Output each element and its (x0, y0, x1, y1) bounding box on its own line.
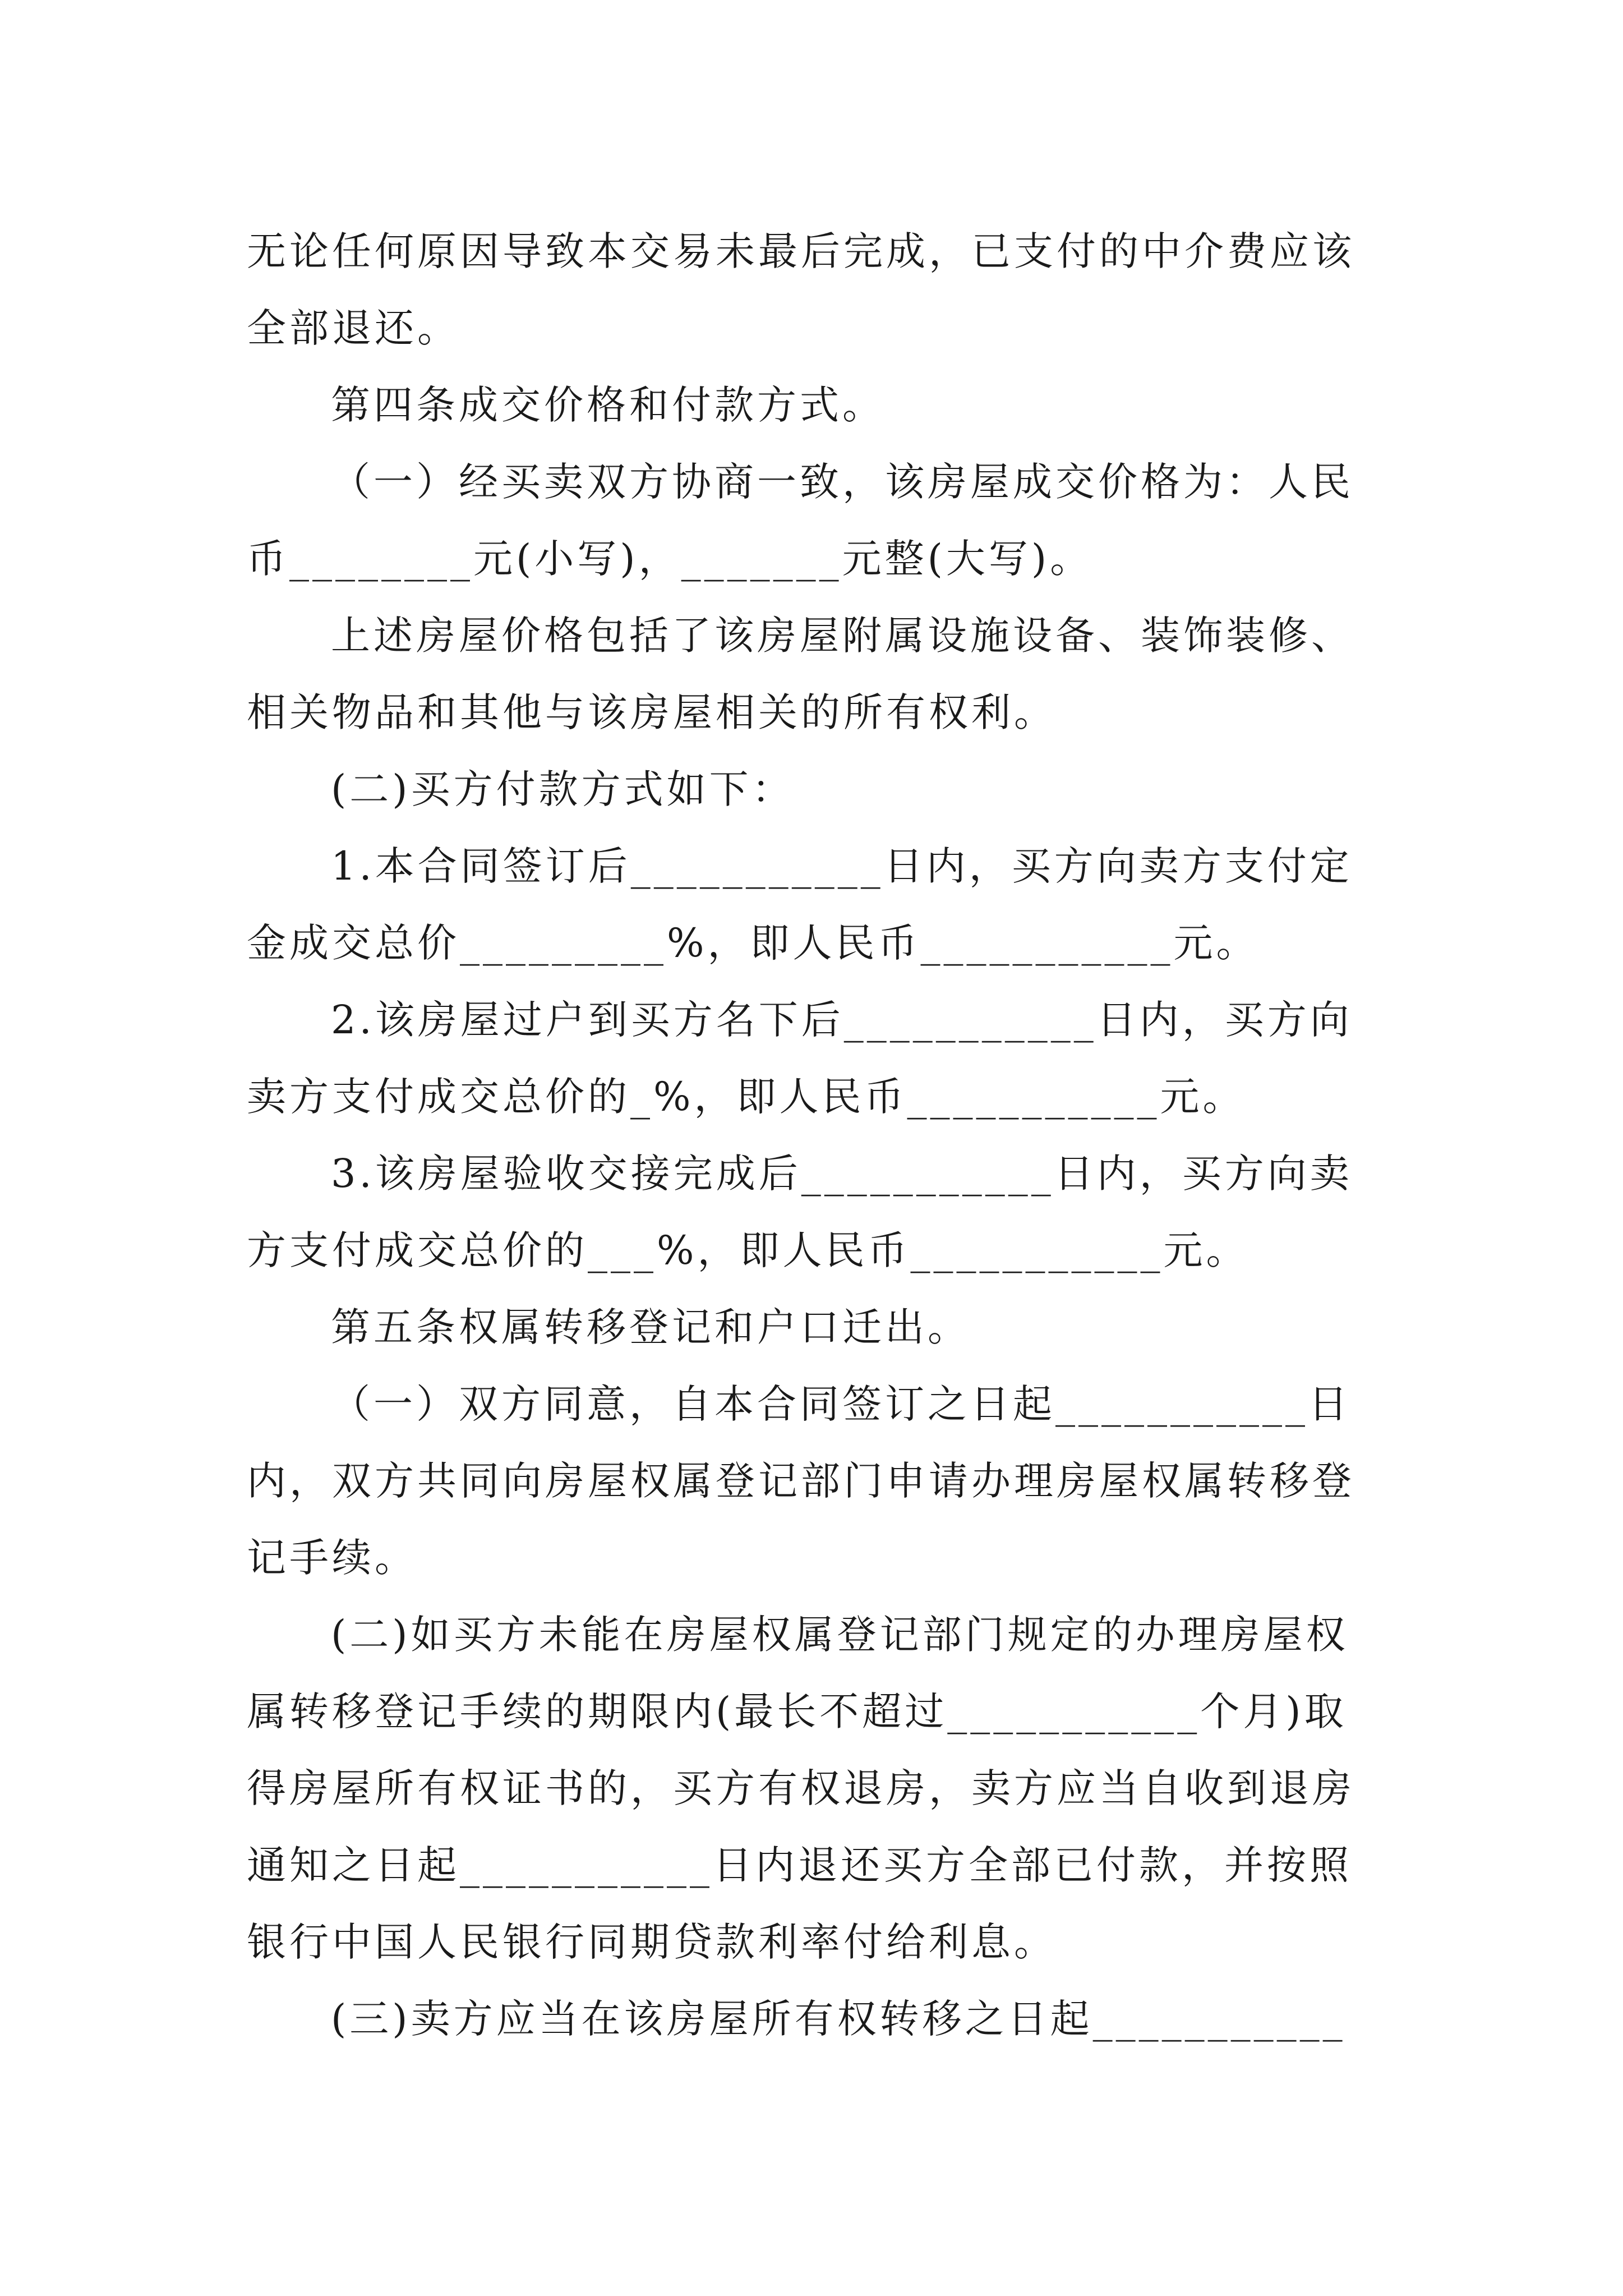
paragraph-line: 1.本合同签订后___________日内，买方向卖方支付定 (331, 843, 1353, 889)
article-heading: 第四条成交价格和付款方式。 (331, 382, 885, 428)
paragraph-line: (三)卖方应当在该房屋所有权转移之日起___________ (331, 1996, 1346, 2042)
paragraph-line: 2.该房屋过户到买方名下后___________日内，买方向 (331, 997, 1353, 1043)
paragraph-line: (二)买方付款方式如下： (331, 766, 795, 812)
paragraph-line: 记手续。 (247, 1535, 417, 1581)
paragraph-line: 币________元(小写)，_______元整(大写)。 (247, 536, 1093, 582)
paragraph-line: 通知之日起___________日内退还买方全部已付款，并按照 (247, 1842, 1352, 1888)
paragraph-line: 金成交总价_________%，即人民币___________元。 (247, 920, 1259, 966)
paragraph-line: 无论任何原因导致本交易未最后完成，已支付的中介费应该 (247, 228, 1355, 274)
article-heading: 第五条权属转移登记和户口迁出。 (331, 1304, 970, 1350)
paragraph-line: 得房屋所有权证书的，买方有权退房，卖方应当自收到退房 (247, 1765, 1355, 1811)
paragraph-line: 银行中国人民银行同期贷款利率付给利息。 (247, 1919, 1057, 1965)
paragraph-line: 属转移登记手续的期限内(最长不超过___________个月)取 (247, 1688, 1347, 1734)
paragraph-line: 卖方支付成交总价的_%，即人民币___________元。 (247, 1074, 1246, 1120)
paragraph-line: 上述房屋价格包括了该房屋附属设施设备、装饰装修、 (331, 613, 1354, 659)
contract-text (247, 213, 1391, 2058)
paragraph-line: 相关物品和其他与该房屋相关的所有权利。 (247, 689, 1057, 735)
paragraph-line: （一）双方同意，自本合同签订之日起___________日 (331, 1381, 1351, 1427)
paragraph-line: 3.该房屋验收交接完成后___________日内，买方向卖 (331, 1151, 1353, 1197)
paragraph-line: 方支付成交总价的___%，即人民币___________元。 (247, 1227, 1249, 1273)
paragraph-line: （一）经买卖双方协商一致，该房屋成交价格为：人民 (331, 459, 1354, 505)
paragraph-line: 内，双方共同向房屋权属登记部门申请办理房屋权属转移登 (247, 1458, 1355, 1504)
paragraph-line: (二)如买方未能在房屋权属登记部门规定的办理房屋权 (331, 1612, 1349, 1658)
paragraph-line: 全部退还。 (247, 305, 460, 351)
